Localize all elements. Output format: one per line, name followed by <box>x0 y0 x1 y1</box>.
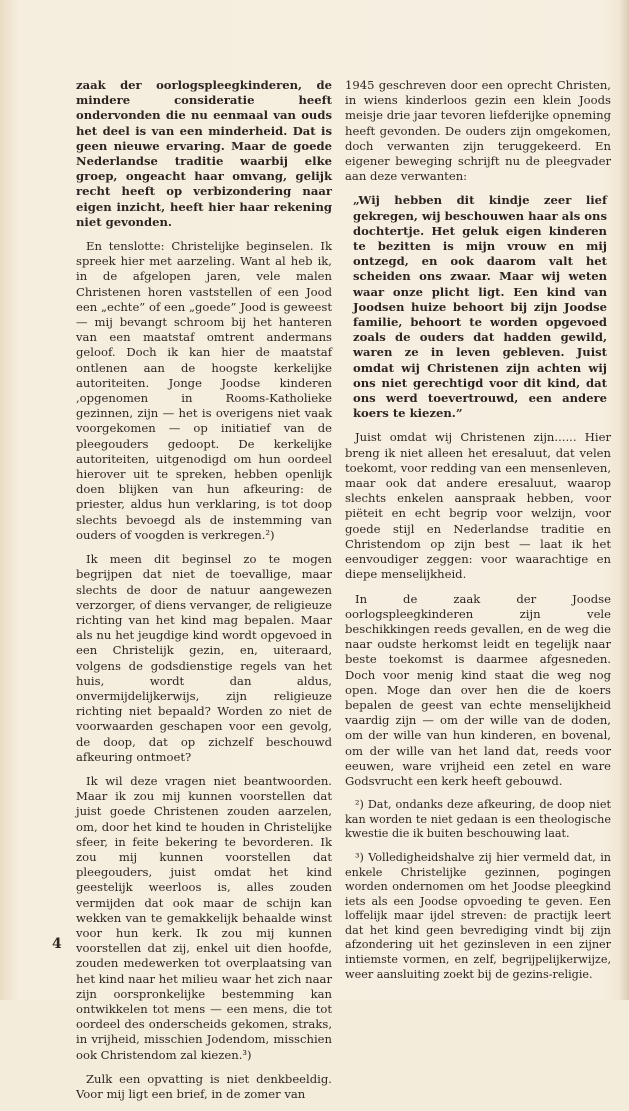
paragraph-principle-interpretation: Ik meen dit beginsel zo te mogen begrijpen dat niet de toevallige, maar slechts de door de natuur aangewezen verzorger, of diens vervanger, de religieuze richting van het kind mag bepalen. Maar als nu het jeugdige kind wordt opgevoed in een Christelijk gezin, en, uiteraard, volgens de godsdienstige regels van het huis, wordt dan aldus, onvermijdelijkerwijs, zijn religieuze richting niet bepaald? Worden zo niet de voorwaarden geschapen voor een gevolg, de doop, dat op zichzelf beschouwd afkeuring ontmoet? <box>76 552 332 764</box>
page-number: 4 <box>52 936 62 952</box>
paragraph-conclusion: In de zaak der Joodse oorlogspleegkinderen zijn vele beschikkingen reeds gevallen, en de weg die naar oudste herkomst leidt en tegelijk naar beste toekomst is daarmee afgesneden. Doch voor menig kind staat die weg nog open. Moge dan over hen die de koers bepalen de geest van echte menselijkheid vaardig zijn — om der wille van de doden, om der wille van hun kinderen, en bovenal, om der wille van het land dat, reeds voor eeuwen, ware vrijheid een zetel en ware Godsvrucht een kerk heeft gebouwd. <box>345 591 611 788</box>
right-column <box>345 78 611 991</box>
paragraph-letter-context: 1945 geschreven door een oprecht Christen, in wiens kinderloos gezin een klein Joods meisje drie jaar tevoren liefderijke opneming heeft gevonden. De ouders zijn omgekomen, doch verwanten zijn teruggekeerd. En eigener beweging schrijft nu de pleegvader aan deze verwanten: <box>345 78 611 184</box>
paragraph-salute: Juist omdat wij Christenen zijn...... Hier breng ik niet alleen het eresaluut, dat velen toekomt, voor redding van een mensenleven, maar ook dat andere eresaluut, waarop slechts enkelen aanspraak hebben, voor piëteit en echt begrip voor welzijn, voor goede stijl en Nederlandse traditie en Christendom op zijn best — laat ik het eenvoudiger zeggen: voor waarachtige en diepe menselijkheid. <box>345 430 611 582</box>
paper-edge-shadow <box>619 0 629 1000</box>
paragraph-minority-consideration: zaak der oorlogspleegkinderen, de mindere consideratie heeft ondervonden die nu eenmaal van ouds het deel is van een minderheid. Dat is geen nieuwe ervaring. Maar de goede Nederlandse traditie waarbij elke groep, ongeacht haar omvang, gelijk recht heeft op verbizondering naar eigen inzicht, heeft hier haar rekening niet gevonden. <box>76 78 332 229</box>
footnote-2: ²) Dat, ondanks deze afkeuring, de doop niet kan worden te niet gedaan is een theologische kwestie die ik buiten beschouwing laat. <box>345 798 611 841</box>
paragraph-letter-intro: Zulk een opvatting is niet denkbeeldig. Voor mij ligt een brief, in de zomer van <box>76 1071 332 1101</box>
footnote-3: ³) Volledigheidshalve zij hier vermeld dat, in enkele Christelijke gezinnen, pogingen worden ondernomen om het Joodse pleegkind iets als een Joodse opvoeding te geven. Een loffelijk maar ijdel streven: de practijk leert dat het kind geen bevrediging vindt bij zijn afzondering uit het gezinsleven in een zijner intiemste vormen, en zelf, begrijpelijkerwijze, weer aansluiting zoekt bij de gezins-religie. <box>345 850 611 981</box>
quoted-letter: „Wij hebben dit kindje zeer lief gekregen, wij beschouwen haar als ons dochtertje. Het geluk eigen kinderen te bezitten is mijn vrouw en mij ontzegd, en ook daarom valt het scheiden ons zwaar. Maar wij weten waar onze plicht ligt. Een kind van Joodsen huize behoort bij zijn Joodse familie, behoort te worden opgevoed zoals de ouders dat hadden gewild, waren ze in leven gebleven. Juist omdat wij Christenen zijn achten wij ons niet gerechtigd voor dit kind, dat ons werd toevertrouwd, een andere koers te kiezen.” <box>353 193 607 421</box>
paragraph-christian-principles: En tenslotte: Christelijke beginselen. Ik spreek hier met aarzeling. Want al heb ik, in de afgelopen jaren, vele malen Christenen horen vaststellen of een Jood een „echte” of een „goede” Jood is geweest — mij bevangt schroom bij het hanteren van een maatstaf omtrent andermans geloof. Doch ik kan hier de maatstaf ontlenen aan de hoogste kerkelijke autoriteiten. Jonge Joodse kinderen ,opgenomen in Rooms-Katholieke gezinnen, zijn — het is overigens niet vaak voorgekomen — op initiatief van de pleegouders gedoopt. De kerkelijke autoriteiten, uitgenodigd om hun oordeel hierover uit te spreken, hebben openlijk doen blijken van hun afkeuring: de priester, aldus hun verklaring, is tot doop slechts bevoegd als de instemming van ouders of voogden is verkregen.²) <box>76 239 332 542</box>
paragraph-questions: Ik wil deze vragen niet beantwoorden. Maar ik zou mij kunnen voorstellen dat juist goede Christenen zouden aarzelen, om, door het kind te houden in Christelijke sfeer, in feite bekering te bevorderen. Ik zou mij kunnen voorstellen dat pleegouders, juist omdat het kind geestelijk weerloos is, alles zouden vermijden dat ook maar de schijn kan wekken van te gemakkelijk behaalde winst voor hun kerk. Ik zou mij kunnen voorstellen dat zij, enkel uit dien hoofde, zouden medewerken tot overplaatsing van het kind naar het milieu waar het zich naar zijn oorspronkelijke bestemming kan ontwikkelen tot mens — een mens, die tot oordeel des onderscheids gekomen, straks, in vrijheid, misschien Jodendom, misschien ook Christendom zal kiezen.³) <box>76 773 332 1062</box>
left-column <box>76 78 332 1111</box>
